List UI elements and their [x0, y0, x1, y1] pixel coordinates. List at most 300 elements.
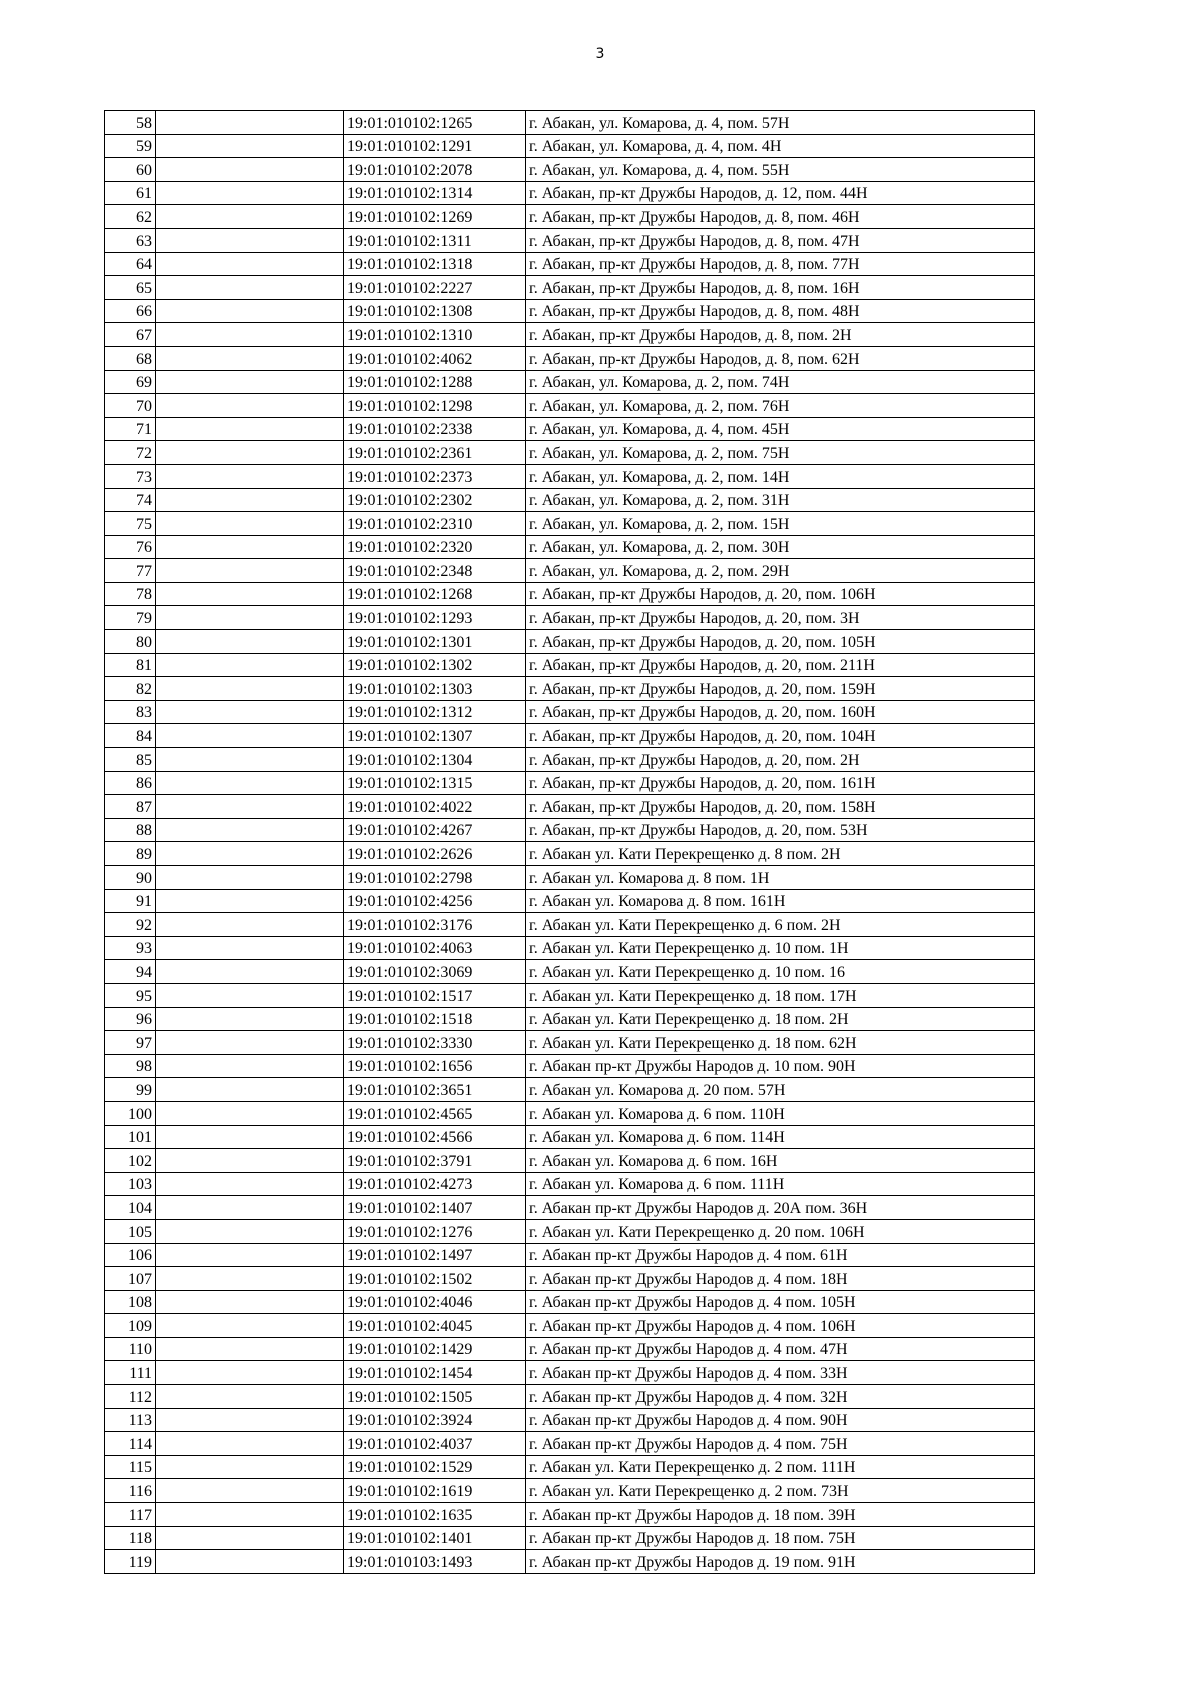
- address-cell: г. Абакан ул. Комарова д. 6 пом. 111Н: [526, 1172, 1035, 1196]
- row-number-cell: 118: [105, 1526, 156, 1550]
- row-number-cell: 103: [105, 1172, 156, 1196]
- cadastral-number-cell: 19:01:010102:4046: [344, 1290, 526, 1314]
- address-cell: г. Абакан ул. Комарова д. 6 пом. 110Н: [526, 1101, 1035, 1125]
- row-number-cell: 92: [105, 913, 156, 937]
- address-cell: г. Абакан, ул. Комарова, д. 2, пом. 74Н: [526, 370, 1035, 394]
- name-cell: [156, 370, 344, 394]
- cadastral-number-cell: 19:01:010102:4045: [344, 1314, 526, 1338]
- name-cell: [156, 1361, 344, 1385]
- address-cell: г. Абакан ул. Кати Перекрещенко д. 8 пом. 2Н: [526, 842, 1035, 866]
- table-row: [105, 1503, 1035, 1527]
- address-cell: г. Абакан пр-кт Дружбы Народов д. 20А пом. 36Н: [526, 1196, 1035, 1220]
- name-cell: [156, 1503, 344, 1527]
- name-cell: [156, 441, 344, 465]
- row-number-cell: 89: [105, 842, 156, 866]
- table-row: [105, 394, 1035, 418]
- table-row: [105, 1550, 1035, 1574]
- row-number-cell: 112: [105, 1385, 156, 1409]
- row-number-cell: 115: [105, 1455, 156, 1479]
- name-cell: [156, 1078, 344, 1102]
- table-row: [105, 1337, 1035, 1361]
- row-number-cell: 119: [105, 1550, 156, 1574]
- address-cell: г. Абакан, ул. Комарова, д. 4, пом. 57Н: [526, 111, 1035, 135]
- name-cell: [156, 1408, 344, 1432]
- address-cell: г. Абакан, пр-кт Дружбы Народов, д. 20, пом. 105Н: [526, 630, 1035, 654]
- cadastral-number-cell: 19:01:010102:2310: [344, 512, 526, 536]
- address-cell: г. Абакан, пр-кт Дружбы Народов, д. 20, пом. 2Н: [526, 748, 1035, 772]
- name-cell: [156, 1149, 344, 1173]
- address-cell: г. Абакан, пр-кт Дружбы Народов, д. 8, пом. 46Н: [526, 205, 1035, 229]
- table-row: [105, 417, 1035, 441]
- table-row: [105, 724, 1035, 748]
- name-cell: [156, 1479, 344, 1503]
- row-number-cell: 80: [105, 630, 156, 654]
- address-cell: г. Абакан ул. Кати Перекрещенко д. 2 пом. 73Н: [526, 1479, 1035, 1503]
- row-number-cell: 83: [105, 700, 156, 724]
- cadastral-number-cell: 19:01:010102:1656: [344, 1054, 526, 1078]
- table-row: [105, 960, 1035, 984]
- name-cell: [156, 724, 344, 748]
- cadastral-number-cell: 19:01:010102:1529: [344, 1455, 526, 1479]
- page-number: 3: [595, 46, 605, 62]
- table-row: [105, 748, 1035, 772]
- row-number-cell: 84: [105, 724, 156, 748]
- name-cell: [156, 630, 344, 654]
- cadastral-number-cell: 19:01:010102:4037: [344, 1432, 526, 1456]
- row-number-cell: 58: [105, 111, 156, 135]
- table-row: [105, 488, 1035, 512]
- name-cell: [156, 1267, 344, 1291]
- address-cell: г. Абакан, пр-кт Дружбы Народов, д. 20, пом. 53Н: [526, 818, 1035, 842]
- row-number-cell: 107: [105, 1267, 156, 1291]
- row-number-cell: 77: [105, 559, 156, 583]
- address-cell: г. Абакан, пр-кт Дружбы Народов, д. 20, пом. 161Н: [526, 771, 1035, 795]
- cadastral-number-cell: 19:01:010102:4565: [344, 1101, 526, 1125]
- name-cell: [156, 582, 344, 606]
- name-cell: [156, 488, 344, 512]
- table-row: [105, 1172, 1035, 1196]
- cadastral-number-cell: 19:01:010102:2348: [344, 559, 526, 583]
- row-number-cell: 69: [105, 370, 156, 394]
- address-cell: г. Абакан ул. Кати Перекрещенко д. 10 пом. 1Н: [526, 936, 1035, 960]
- row-number-cell: 113: [105, 1408, 156, 1432]
- address-cell: г. Абакан пр-кт Дружбы Народов д. 4 пом. 47Н: [526, 1337, 1035, 1361]
- table-row: [105, 346, 1035, 370]
- row-number-cell: 97: [105, 1031, 156, 1055]
- cadastral-number-cell: 19:01:010102:4566: [344, 1125, 526, 1149]
- cadastral-number-cell: 19:01:010102:1308: [344, 299, 526, 323]
- table-row: [105, 1078, 1035, 1102]
- cadastral-number-cell: 19:01:010102:1298: [344, 394, 526, 418]
- address-cell: г. Абакан, ул. Комарова, д. 2, пом. 29Н: [526, 559, 1035, 583]
- cadastral-number-cell: 19:01:010102:3330: [344, 1031, 526, 1055]
- name-cell: [156, 842, 344, 866]
- name-cell: [156, 464, 344, 488]
- row-number-cell: 67: [105, 323, 156, 347]
- table-row: [105, 535, 1035, 559]
- table-row: [105, 1125, 1035, 1149]
- name-cell: [156, 1455, 344, 1479]
- table-row: [105, 983, 1035, 1007]
- table-row: [105, 630, 1035, 654]
- name-cell: [156, 111, 344, 135]
- address-cell: г. Абакан, пр-кт Дружбы Народов, д. 20, пом. 3Н: [526, 606, 1035, 630]
- row-number-cell: 95: [105, 983, 156, 1007]
- cadastral-number-cell: 19:01:010102:1314: [344, 181, 526, 205]
- name-cell: [156, 417, 344, 441]
- table-row: [105, 677, 1035, 701]
- row-number-cell: 91: [105, 889, 156, 913]
- address-cell: г. Абакан, пр-кт Дружбы Народов, д. 20, пом. 159Н: [526, 677, 1035, 701]
- row-number-cell: 74: [105, 488, 156, 512]
- name-cell: [156, 252, 344, 276]
- table-row: [105, 1385, 1035, 1409]
- name-cell: [156, 818, 344, 842]
- name-cell: [156, 677, 344, 701]
- row-number-cell: 72: [105, 441, 156, 465]
- row-number-cell: 99: [105, 1078, 156, 1102]
- table-row: [105, 323, 1035, 347]
- cadastral-number-cell: 19:01:010102:1407: [344, 1196, 526, 1220]
- row-number-cell: 108: [105, 1290, 156, 1314]
- name-cell: [156, 1432, 344, 1456]
- row-number-cell: 100: [105, 1101, 156, 1125]
- row-number-cell: 82: [105, 677, 156, 701]
- cadastral-number-cell: 19:01:010102:1429: [344, 1337, 526, 1361]
- table-row: [105, 1408, 1035, 1432]
- cadastral-number-cell: 19:01:010102:1518: [344, 1007, 526, 1031]
- name-cell: [156, 795, 344, 819]
- cadastral-number-cell: 19:01:010102:3176: [344, 913, 526, 937]
- row-number-cell: 96: [105, 1007, 156, 1031]
- name-cell: [156, 936, 344, 960]
- name-cell: [156, 323, 344, 347]
- table-row: [105, 252, 1035, 276]
- row-number-cell: 117: [105, 1503, 156, 1527]
- table-row: [105, 653, 1035, 677]
- table-row: [105, 1267, 1035, 1291]
- table-row: [105, 1314, 1035, 1338]
- row-number-cell: 101: [105, 1125, 156, 1149]
- address-cell: г. Абакан, ул. Комарова, д. 2, пом. 14Н: [526, 464, 1035, 488]
- name-cell: [156, 559, 344, 583]
- row-number-cell: 114: [105, 1432, 156, 1456]
- address-cell: г. Абакан, ул. Комарова, д. 2, пом. 31Н: [526, 488, 1035, 512]
- cadastral-number-cell: 19:01:010102:1311: [344, 228, 526, 252]
- row-number-cell: 66: [105, 299, 156, 323]
- cadastral-number-cell: 19:01:010102:4022: [344, 795, 526, 819]
- row-number-cell: 59: [105, 134, 156, 158]
- table-row: [105, 158, 1035, 182]
- cadastral-number-cell: 19:01:010103:1493: [344, 1550, 526, 1574]
- name-cell: [156, 512, 344, 536]
- row-number-cell: 76: [105, 535, 156, 559]
- row-number-cell: 87: [105, 795, 156, 819]
- cadastral-number-cell: 19:01:010102:1312: [344, 700, 526, 724]
- cadastral-number-cell: 19:01:010102:3924: [344, 1408, 526, 1432]
- table-body: [105, 111, 1035, 1574]
- row-number-cell: 63: [105, 228, 156, 252]
- table-row: [105, 559, 1035, 583]
- table-row: [105, 205, 1035, 229]
- address-cell: г. Абакан, пр-кт Дружбы Народов, д. 8, пом. 62Н: [526, 346, 1035, 370]
- name-cell: [156, 1101, 344, 1125]
- address-cell: г. Абакан ул. Кати Перекрещенко д. 18 пом. 2Н: [526, 1007, 1035, 1031]
- address-cell: г. Абакан ул. Кати Перекрещенко д. 10 пом. 16: [526, 960, 1035, 984]
- name-cell: [156, 606, 344, 630]
- table-row: [105, 913, 1035, 937]
- row-number-cell: 102: [105, 1149, 156, 1173]
- name-cell: [156, 1337, 344, 1361]
- cadastral-number-cell: 19:01:010102:1291: [344, 134, 526, 158]
- cadastral-number-cell: 19:01:010102:2338: [344, 417, 526, 441]
- table-row: [105, 606, 1035, 630]
- address-cell: г. Абакан, пр-кт Дружбы Народов, д. 20, пом. 160Н: [526, 700, 1035, 724]
- name-cell: [156, 1385, 344, 1409]
- name-cell: [156, 205, 344, 229]
- name-cell: [156, 889, 344, 913]
- address-cell: г. Абакан, пр-кт Дружбы Народов, д. 20, пом. 106Н: [526, 582, 1035, 606]
- cadastral-number-cell: 19:01:010102:1302: [344, 653, 526, 677]
- name-cell: [156, 983, 344, 1007]
- cadastral-number-cell: 19:01:010102:3791: [344, 1149, 526, 1173]
- row-number-cell: 68: [105, 346, 156, 370]
- table-row: [105, 842, 1035, 866]
- table-row: [105, 771, 1035, 795]
- table-row: [105, 1526, 1035, 1550]
- address-cell: г. Абакан, ул. Комарова, д. 2, пом. 15Н: [526, 512, 1035, 536]
- name-cell: [156, 700, 344, 724]
- address-cell: г. Абакан, пр-кт Дружбы Народов, д. 12, пом. 44Н: [526, 181, 1035, 205]
- row-number-cell: 75: [105, 512, 156, 536]
- row-number-cell: 116: [105, 1479, 156, 1503]
- row-number-cell: 81: [105, 653, 156, 677]
- row-number-cell: 98: [105, 1054, 156, 1078]
- cadastral-number-cell: 19:01:010102:2302: [344, 488, 526, 512]
- name-cell: [156, 535, 344, 559]
- row-number-cell: 70: [105, 394, 156, 418]
- address-cell: г. Абакан, ул. Комарова, д. 4, пом. 55Н: [526, 158, 1035, 182]
- address-cell: г. Абакан ул. Кати Перекрещенко д. 18 пом. 62Н: [526, 1031, 1035, 1055]
- table-row: [105, 299, 1035, 323]
- name-cell: [156, 228, 344, 252]
- table-row: [105, 700, 1035, 724]
- cadastral-number-cell: 19:01:010102:1401: [344, 1526, 526, 1550]
- cadastral-number-cell: 19:01:010102:1635: [344, 1503, 526, 1527]
- row-number-cell: 90: [105, 866, 156, 890]
- cadastral-number-cell: 19:01:010102:1307: [344, 724, 526, 748]
- name-cell: [156, 1125, 344, 1149]
- name-cell: [156, 866, 344, 890]
- cadastral-number-cell: 19:01:010102:1276: [344, 1219, 526, 1243]
- row-number-cell: 106: [105, 1243, 156, 1267]
- table-row: [105, 1054, 1035, 1078]
- cadastral-number-cell: 19:01:010102:1502: [344, 1267, 526, 1291]
- cadastral-number-cell: 19:01:010102:1304: [344, 748, 526, 772]
- table-row: [105, 1361, 1035, 1385]
- name-cell: [156, 299, 344, 323]
- row-number-cell: 65: [105, 276, 156, 300]
- name-cell: [156, 960, 344, 984]
- table-row: [105, 512, 1035, 536]
- address-cell: г. Абакан пр-кт Дружбы Народов д. 4 пом. 90Н: [526, 1408, 1035, 1432]
- cadastral-number-cell: 19:01:010102:1454: [344, 1361, 526, 1385]
- table-row: [105, 441, 1035, 465]
- cadastral-number-cell: 19:01:010102:1269: [344, 205, 526, 229]
- address-cell: г. Абакан ул. Кати Перекрещенко д. 2 пом. 111Н: [526, 1455, 1035, 1479]
- name-cell: [156, 1054, 344, 1078]
- row-number-cell: 79: [105, 606, 156, 630]
- address-cell: г. Абакан, ул. Комарова, д. 4, пом. 4Н: [526, 134, 1035, 158]
- address-cell: г. Абакан, пр-кт Дружбы Народов, д. 20, пом. 211Н: [526, 653, 1035, 677]
- table-row: [105, 1007, 1035, 1031]
- row-number-cell: 105: [105, 1219, 156, 1243]
- address-cell: г. Абакан пр-кт Дружбы Народов д. 18 пом. 39Н: [526, 1503, 1035, 1527]
- cadastral-number-cell: 19:01:010102:2626: [344, 842, 526, 866]
- table-row: [105, 181, 1035, 205]
- address-cell: г. Абакан, пр-кт Дружбы Народов, д. 8, пом. 77Н: [526, 252, 1035, 276]
- cadastral-number-cell: 19:01:010102:2361: [344, 441, 526, 465]
- address-cell: г. Абакан пр-кт Дружбы Народов д. 4 пом. 33Н: [526, 1361, 1035, 1385]
- table-row: [105, 276, 1035, 300]
- cadastral-number-cell: 19:01:010102:2078: [344, 158, 526, 182]
- address-cell: г. Абакан, пр-кт Дружбы Народов, д. 8, пом. 48Н: [526, 299, 1035, 323]
- name-cell: [156, 748, 344, 772]
- cadastral-number-cell: 19:01:010102:1505: [344, 1385, 526, 1409]
- cadastral-number-cell: 19:01:010102:1265: [344, 111, 526, 135]
- row-number-cell: 86: [105, 771, 156, 795]
- name-cell: [156, 394, 344, 418]
- cadastral-number-cell: 19:01:010102:1497: [344, 1243, 526, 1267]
- table-row: [105, 1219, 1035, 1243]
- table-row: [105, 228, 1035, 252]
- table-row: [105, 134, 1035, 158]
- row-number-cell: 110: [105, 1337, 156, 1361]
- cadastral-number-cell: 19:01:010102:2227: [344, 276, 526, 300]
- row-number-cell: 104: [105, 1196, 156, 1220]
- name-cell: [156, 1243, 344, 1267]
- row-number-cell: 111: [105, 1361, 156, 1385]
- address-cell: г. Абакан, ул. Комарова, д. 2, пом. 75Н: [526, 441, 1035, 465]
- address-cell: г. Абакан ул. Кати Перекрещенко д. 18 пом. 17Н: [526, 983, 1035, 1007]
- row-number-cell: 62: [105, 205, 156, 229]
- name-cell: [156, 653, 344, 677]
- address-cell: г. Абакан пр-кт Дружбы Народов д. 4 пом. 75Н: [526, 1432, 1035, 1456]
- table-row: [105, 1196, 1035, 1220]
- cadastral-number-cell: 19:01:010102:2373: [344, 464, 526, 488]
- cadastral-number-cell: 19:01:010102:1318: [344, 252, 526, 276]
- address-cell: г. Абакан пр-кт Дружбы Народов д. 18 пом. 75Н: [526, 1526, 1035, 1550]
- name-cell: [156, 276, 344, 300]
- name-cell: [156, 1314, 344, 1338]
- address-cell: г. Абакан, пр-кт Дружбы Народов, д. 8, пом. 16Н: [526, 276, 1035, 300]
- table-row: [105, 795, 1035, 819]
- row-number-cell: 73: [105, 464, 156, 488]
- address-cell: г. Абакан ул. Комарова д. 8 пом. 161Н: [526, 889, 1035, 913]
- cadastral-number-cell: 19:01:010102:1268: [344, 582, 526, 606]
- address-cell: г. Абакан ул. Комарова д. 6 пом. 114Н: [526, 1125, 1035, 1149]
- address-cell: г. Абакан, ул. Комарова, д. 2, пом. 30Н: [526, 535, 1035, 559]
- cadastral-number-cell: 19:01:010102:4256: [344, 889, 526, 913]
- name-cell: [156, 134, 344, 158]
- row-number-cell: 93: [105, 936, 156, 960]
- cadastral-number-cell: 19:01:010102:2798: [344, 866, 526, 890]
- table-row: [105, 1101, 1035, 1125]
- cadastral-number-cell: 19:01:010102:1517: [344, 983, 526, 1007]
- cadastral-number-cell: 19:01:010102:2320: [344, 535, 526, 559]
- address-cell: г. Абакан ул. Комарова д. 6 пом. 16Н: [526, 1149, 1035, 1173]
- name-cell: [156, 1290, 344, 1314]
- row-number-cell: 88: [105, 818, 156, 842]
- name-cell: [156, 1219, 344, 1243]
- table-row: [105, 582, 1035, 606]
- table-row: [105, 1479, 1035, 1503]
- table-row: [105, 936, 1035, 960]
- address-cell: г. Абакан пр-кт Дружбы Народов д. 4 пом. 18Н: [526, 1267, 1035, 1291]
- address-cell: г. Абакан ул. Комарова д. 8 пом. 1Н: [526, 866, 1035, 890]
- cadastral-number-cell: 19:01:010102:3069: [344, 960, 526, 984]
- table-row: [105, 1031, 1035, 1055]
- cadastral-number-cell: 19:01:010102:1315: [344, 771, 526, 795]
- name-cell: [156, 346, 344, 370]
- table-row: [105, 1149, 1035, 1173]
- cadastral-number-cell: 19:01:010102:1619: [344, 1479, 526, 1503]
- table-row: [105, 818, 1035, 842]
- table-row: [105, 889, 1035, 913]
- cadastral-number-cell: 19:01:010102:4062: [344, 346, 526, 370]
- cadastral-number-cell: 19:01:010102:4267: [344, 818, 526, 842]
- row-number-cell: 94: [105, 960, 156, 984]
- address-cell: г. Абакан, пр-кт Дружбы Народов, д. 8, пом. 47Н: [526, 228, 1035, 252]
- row-number-cell: 78: [105, 582, 156, 606]
- property-registry-table: [104, 110, 1035, 1574]
- address-cell: г. Абакан пр-кт Дружбы Народов д. 10 пом. 90Н: [526, 1054, 1035, 1078]
- address-cell: г. Абакан, пр-кт Дружбы Народов, д. 20, пом. 158Н: [526, 795, 1035, 819]
- address-cell: г. Абакан, пр-кт Дружбы Народов, д. 20, пом. 104Н: [526, 724, 1035, 748]
- name-cell: [156, 1196, 344, 1220]
- table-row: [105, 866, 1035, 890]
- table-row: [105, 370, 1035, 394]
- name-cell: [156, 1031, 344, 1055]
- name-cell: [156, 1550, 344, 1574]
- row-number-cell: 71: [105, 417, 156, 441]
- row-number-cell: 64: [105, 252, 156, 276]
- cadastral-number-cell: 19:01:010102:4063: [344, 936, 526, 960]
- name-cell: [156, 913, 344, 937]
- table-row: [105, 111, 1035, 135]
- cadastral-number-cell: 19:01:010102:1288: [344, 370, 526, 394]
- address-cell: г. Абакан ул. Кати Перекрещенко д. 6 пом. 2Н: [526, 913, 1035, 937]
- address-cell: г. Абакан, пр-кт Дружбы Народов, д. 8, пом. 2Н: [526, 323, 1035, 347]
- address-cell: г. Абакан пр-кт Дружбы Народов д. 4 пом. 106Н: [526, 1314, 1035, 1338]
- address-cell: г. Абакан ул. Комарова д. 20 пом. 57Н: [526, 1078, 1035, 1102]
- row-number-cell: 60: [105, 158, 156, 182]
- cadastral-number-cell: 19:01:010102:3651: [344, 1078, 526, 1102]
- cadastral-number-cell: 19:01:010102:1301: [344, 630, 526, 654]
- row-number-cell: 85: [105, 748, 156, 772]
- name-cell: [156, 1172, 344, 1196]
- cadastral-number-cell: 19:01:010102:1303: [344, 677, 526, 701]
- table-row: [105, 1432, 1035, 1456]
- address-cell: г. Абакан, ул. Комарова, д. 4, пом. 45Н: [526, 417, 1035, 441]
- address-cell: г. Абакан пр-кт Дружбы Народов д. 4 пом. 32Н: [526, 1385, 1035, 1409]
- row-number-cell: 61: [105, 181, 156, 205]
- table-row: [105, 1243, 1035, 1267]
- cadastral-number-cell: 19:01:010102:1310: [344, 323, 526, 347]
- address-cell: г. Абакан пр-кт Дружбы Народов д. 4 пом. 105Н: [526, 1290, 1035, 1314]
- table-row: [105, 464, 1035, 488]
- name-cell: [156, 771, 344, 795]
